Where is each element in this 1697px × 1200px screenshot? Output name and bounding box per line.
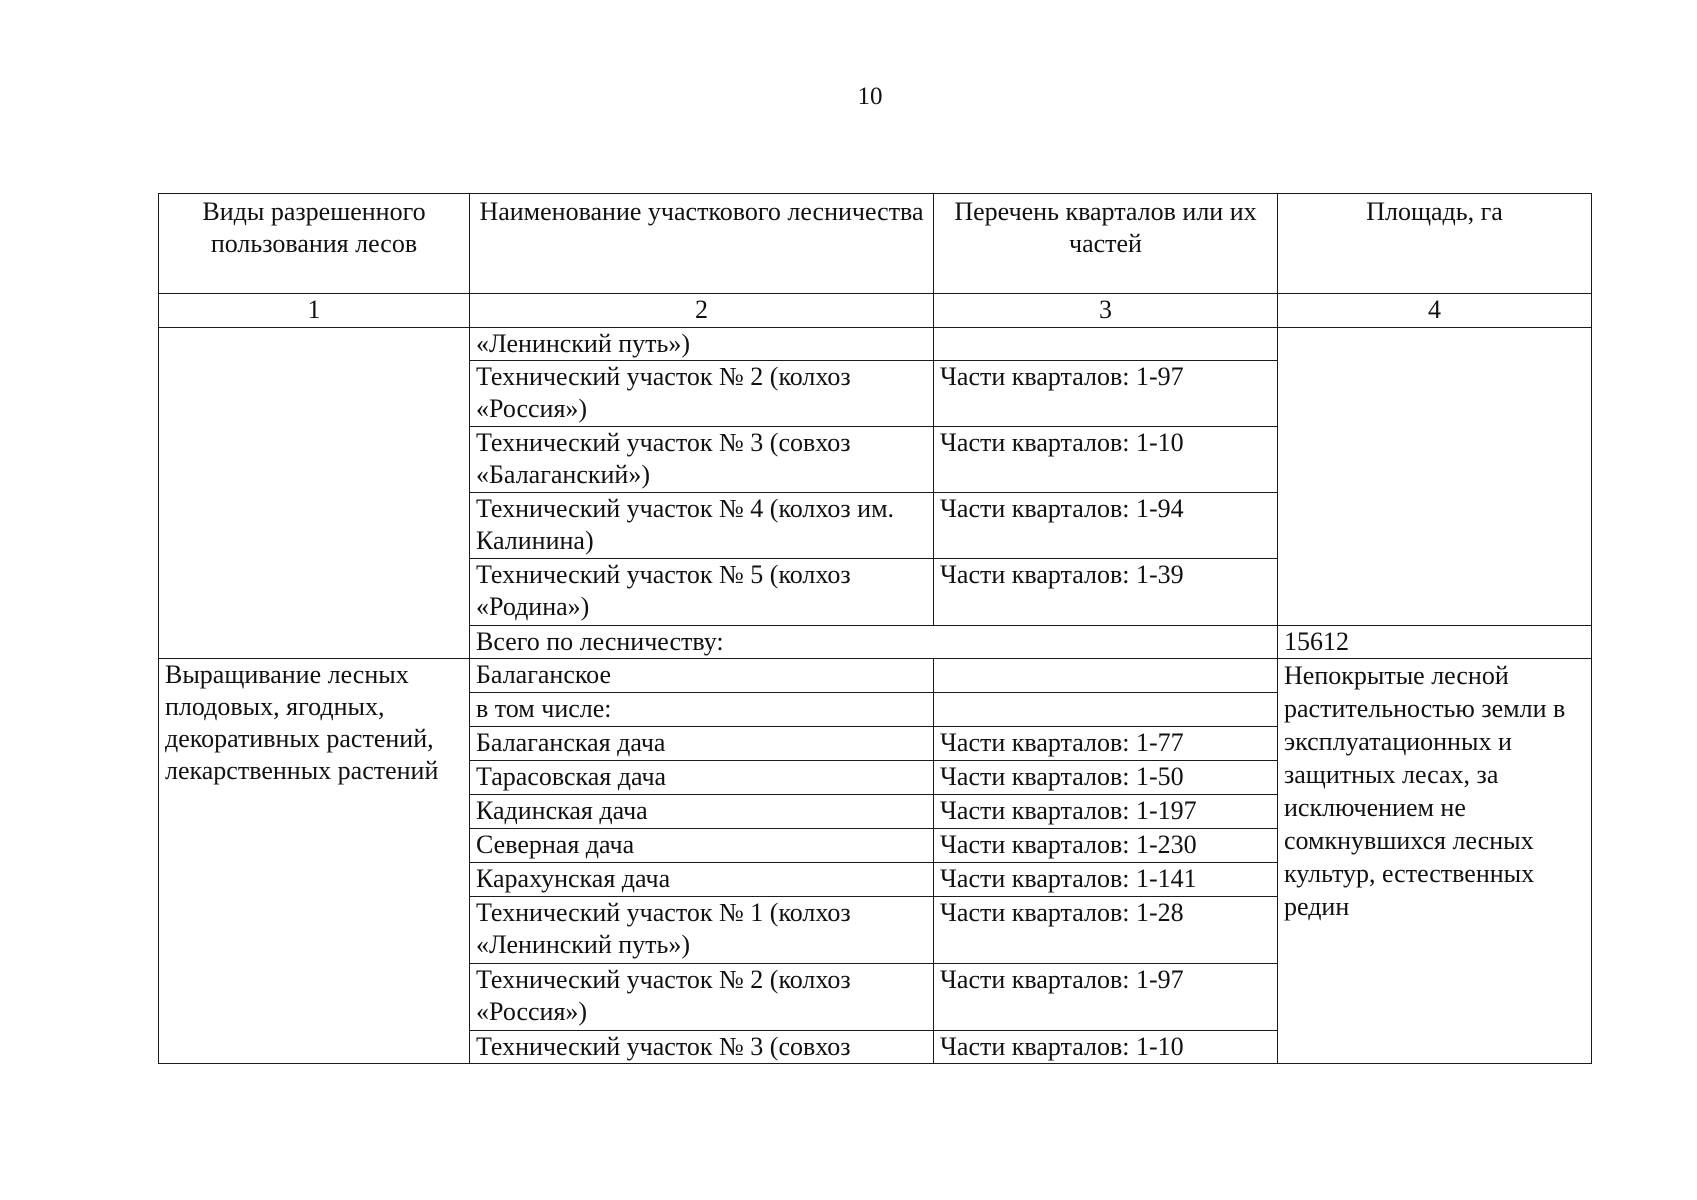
quarters-cell: Части кварталов: 1-141 xyxy=(934,863,1278,897)
forestry-name-cell: Технический участок № 2 (колхоз «Россия») xyxy=(470,964,934,1031)
quarters-cell: Части кварталов: 1-97 xyxy=(934,361,1278,427)
area-description-cell: Непокрытые лесной растительностью земли в эксплуатационных и защитных лесах, за исключением не сомкнувшихся лесных культур, естественных редин xyxy=(1278,659,1592,1064)
quarters-cell: Части кварталов: 1-10 xyxy=(934,427,1278,493)
column-number-row xyxy=(159,294,1592,328)
quarters-cell: Части кварталов: 1-10 xyxy=(934,1031,1278,1064)
header-use-type: Виды разрешенного пользования лесов xyxy=(159,194,470,294)
forestry-name-cell: «Ленинский путь») xyxy=(470,328,934,361)
use-type-cell-empty xyxy=(159,328,470,659)
quarters-cell: Части кварталов: 1-97 xyxy=(934,964,1278,1031)
forestry-name-cell: Технический участок № 3 (совхоз xyxy=(470,1031,934,1064)
forestry-name-cell: Кадинская дача xyxy=(470,795,934,829)
forestry-name-cell: Балаганское xyxy=(470,659,934,693)
table-row xyxy=(159,328,1592,361)
area-cell-empty xyxy=(1278,328,1592,626)
column-number: 1 xyxy=(159,294,470,328)
quarters-cell: Части кварталов: 1-39 xyxy=(934,559,1278,626)
forestry-name-cell: Технический участок № 1 (колхоз «Ленинский путь») xyxy=(470,897,934,964)
quarters-cell: Части кварталов: 1-230 xyxy=(934,829,1278,863)
forestry-name-cell: Технический участок № 2 (колхоз «Россия») xyxy=(470,361,934,427)
table-row xyxy=(159,659,1592,693)
column-number: 4 xyxy=(1278,294,1592,328)
table-header-row xyxy=(159,194,1592,294)
quarters-cell xyxy=(934,328,1278,361)
column-number: 2 xyxy=(470,294,934,328)
forestry-name-cell: Технический участок № 3 (совхоз «Балаганский») xyxy=(470,427,934,493)
quarters-cell: Части кварталов: 1-77 xyxy=(934,727,1278,761)
header-forestry-name: Наименование участкового лесничества xyxy=(470,194,934,294)
forestry-name-cell: Технический участок № 5 (колхоз «Родина») xyxy=(470,559,934,626)
forest-use-table xyxy=(158,193,1592,1064)
quarters-cell: Части кварталов: 1-50 xyxy=(934,761,1278,795)
column-number: 3 xyxy=(934,294,1278,328)
use-type-cell: Выращивание лесных плодовых, ягодных, декоративных растений, лекарственных растений xyxy=(159,659,470,1064)
total-label: Всего по лесничеству: xyxy=(470,626,1278,659)
header-quarters-list: Перечень кварталов или их частей xyxy=(934,194,1278,294)
forestry-name-cell: Карахунская дача xyxy=(470,863,934,897)
page-number: 10 xyxy=(857,83,883,110)
quarters-cell xyxy=(934,659,1278,693)
forestry-name-cell: Технический участок № 4 (колхоз им. Калинина) xyxy=(470,493,934,559)
quarters-cell xyxy=(934,693,1278,727)
header-area: Площадь, га xyxy=(1278,194,1592,294)
forestry-name-cell: Балаганская дача xyxy=(470,727,934,761)
total-value: 15612 xyxy=(1278,626,1592,659)
forestry-name-cell: в том числе: xyxy=(470,693,934,727)
forestry-name-cell: Северная дача xyxy=(470,829,934,863)
quarters-cell: Части кварталов: 1-94 xyxy=(934,493,1278,559)
forestry-name-cell: Тарасовская дача xyxy=(470,761,934,795)
quarters-cell: Части кварталов: 1-197 xyxy=(934,795,1278,829)
quarters-cell: Части кварталов: 1-28 xyxy=(934,897,1278,964)
